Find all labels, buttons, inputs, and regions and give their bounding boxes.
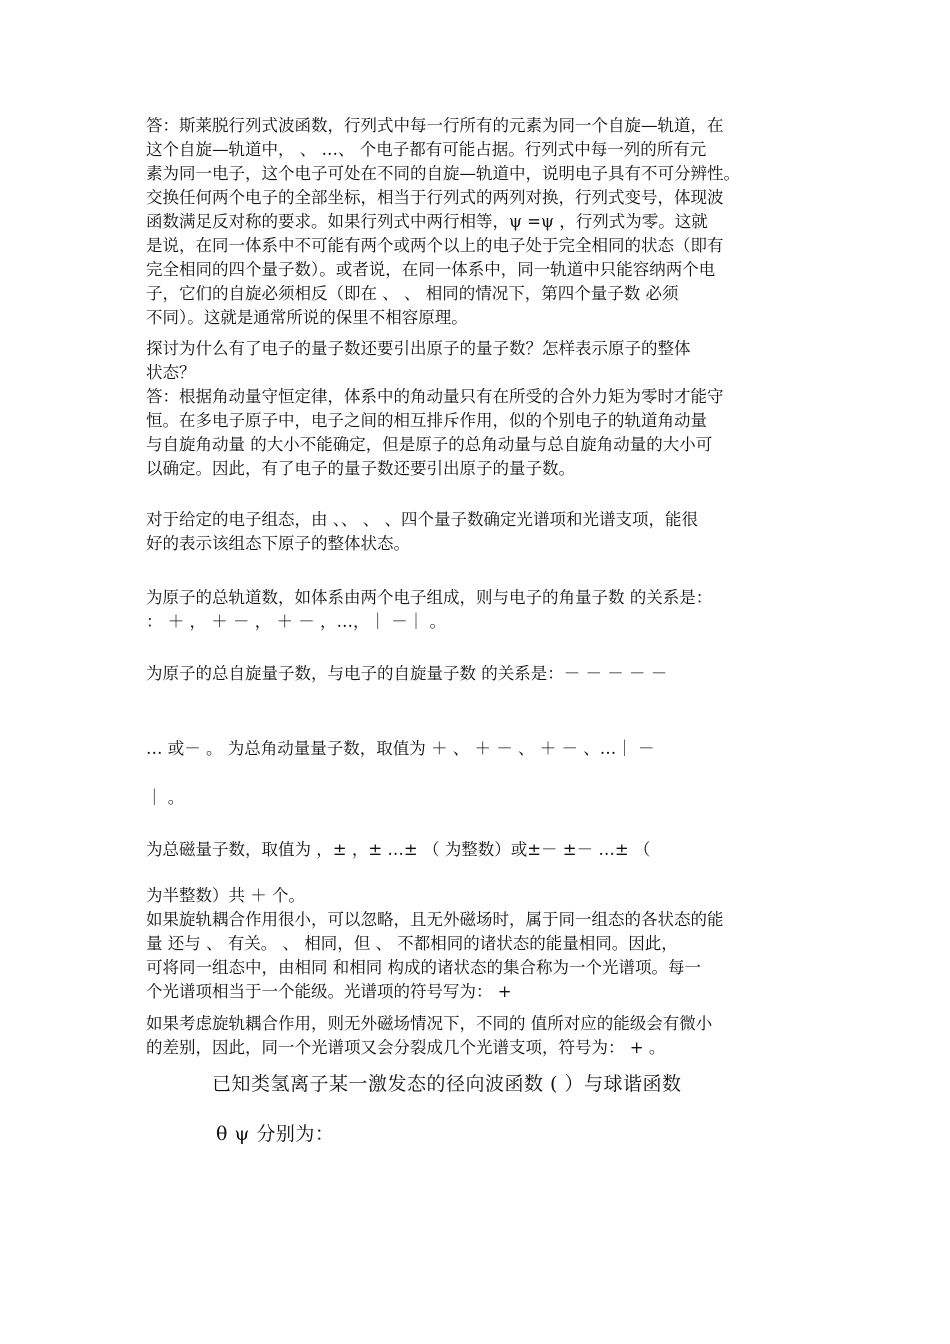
text-line: 交换任何两个电子的全部坐标，相当于行列式的两列对换，行列式变号，体现波 — [146, 188, 724, 207]
text-line: 为半整数）共 ＋ 个。 — [146, 886, 305, 905]
text-line: … 或－ 。 为总角动量量子数，取值为 ＋ 、 ＋ － 、 ＋ － 、…｜ － — [146, 739, 655, 758]
text-line: 是说，在同一体系中不可能有两个或两个以上的电子处于完全相同的状态（即有 — [146, 236, 724, 255]
question-line: 状态？ — [146, 363, 196, 382]
text-line: 与自旋角动量 的大小不能确定，但是原子的总角动量与总自旋角动量的大小可 — [146, 435, 713, 454]
text-line: 完全相同的四个量子数）。或者说，在同一体系中，同一轨道中只能容纳两个电 — [146, 260, 716, 279]
text-line: 素为同一电子，这个电子可处在不同的自旋—轨道中，说明电子具有不可分辨性。 — [146, 164, 740, 183]
formula-line: ： ＋ ， ＋ － ， ＋ － ，…，｜ －｜ 。 — [146, 612, 446, 631]
problem-line: θ ψ 分别为： — [216, 1123, 335, 1145]
text-line: 为原子的总轨道数，如体系由两个电子组成，则与电子的角量子数 的关系是： — [146, 588, 713, 607]
text-line: 可将同一组态中，由相同 和相同 构成的诸状态的集合称为一个光谱项。每一 — [146, 958, 701, 977]
text-line: 不同）。这就是通常所说的保里不相容原理。 — [146, 308, 468, 327]
text-line: ｜ 。 — [146, 788, 185, 807]
text-line: 如果考虑旋轨耦合作用，则无外磁场情况下，不同的 值所对应的能级会有微小 — [146, 1014, 713, 1033]
text-line: 好的表示该组态下原子的整体状态。 — [146, 534, 410, 553]
text-line: 为原子的总自旋量子数，与电子的自旋量子数 的关系是：－ － － － － — [146, 664, 668, 683]
text-line: 个光谱项相当于一个能级。光谱项的符号写为： + — [146, 982, 512, 1001]
text-line: 答：根据角动量守恒定律，体系中的角动量只有在所受的合外力矩为零时才能守 — [146, 387, 724, 406]
problem-line: 已知类氢离子某一激发态的径向波函数 ( ）与球谐函数 — [212, 1073, 682, 1095]
text-line: 函数满足反对称的要求。如果行列式中两行相等，ψ =ψ ，行列式为零。这就 — [146, 212, 708, 231]
text-line: 如果旋轨耦合作用很小，可以忽略，且无外磁场时，属于同一组态的各状态的能 — [146, 910, 724, 929]
question-line: 探讨为什么有了电子的量子数还要引出原子的量子数？怎样表示原子的整体 — [146, 339, 691, 358]
text-line: 恒。在多电子原子中，电子之间的相互排斥作用，似的个别电子的轨道角动量 — [146, 411, 707, 430]
text-line: 为总磁量子数，取值为 ，± ，± …± （ 为整数）或±－ ±－ …± （ — [146, 840, 651, 859]
text-line: 以确定。因此，有了电子的量子数还要引出原子的量子数。 — [146, 459, 575, 478]
text-line: 的差别，因此，同一个光谱项又会分裂成几个光谱支项，符号为： + 。 — [146, 1038, 666, 1057]
text-line: 对于给定的电子组态，由 、、 、 、四个量子数确定光谱项和光谱支项，能很 — [146, 510, 698, 529]
text-line: 量 还与 、 有关。 、 相同，但 、 不都相同的诸状态的能量相同。因此， — [146, 934, 678, 953]
text-line: 子，它们的自旋必须相反（即在 、 、 相同的情况下，第四个量子数 必须 — [146, 284, 679, 303]
text-line: 这个自旋—轨道中， 、 …、 个电子都有可能占据。行列式中每一列的所有元 — [146, 140, 707, 159]
text-line: 答：斯莱脱行列式波函数，行列式中每一行所有的元素为同一个自旋—轨道，在 — [146, 116, 724, 135]
